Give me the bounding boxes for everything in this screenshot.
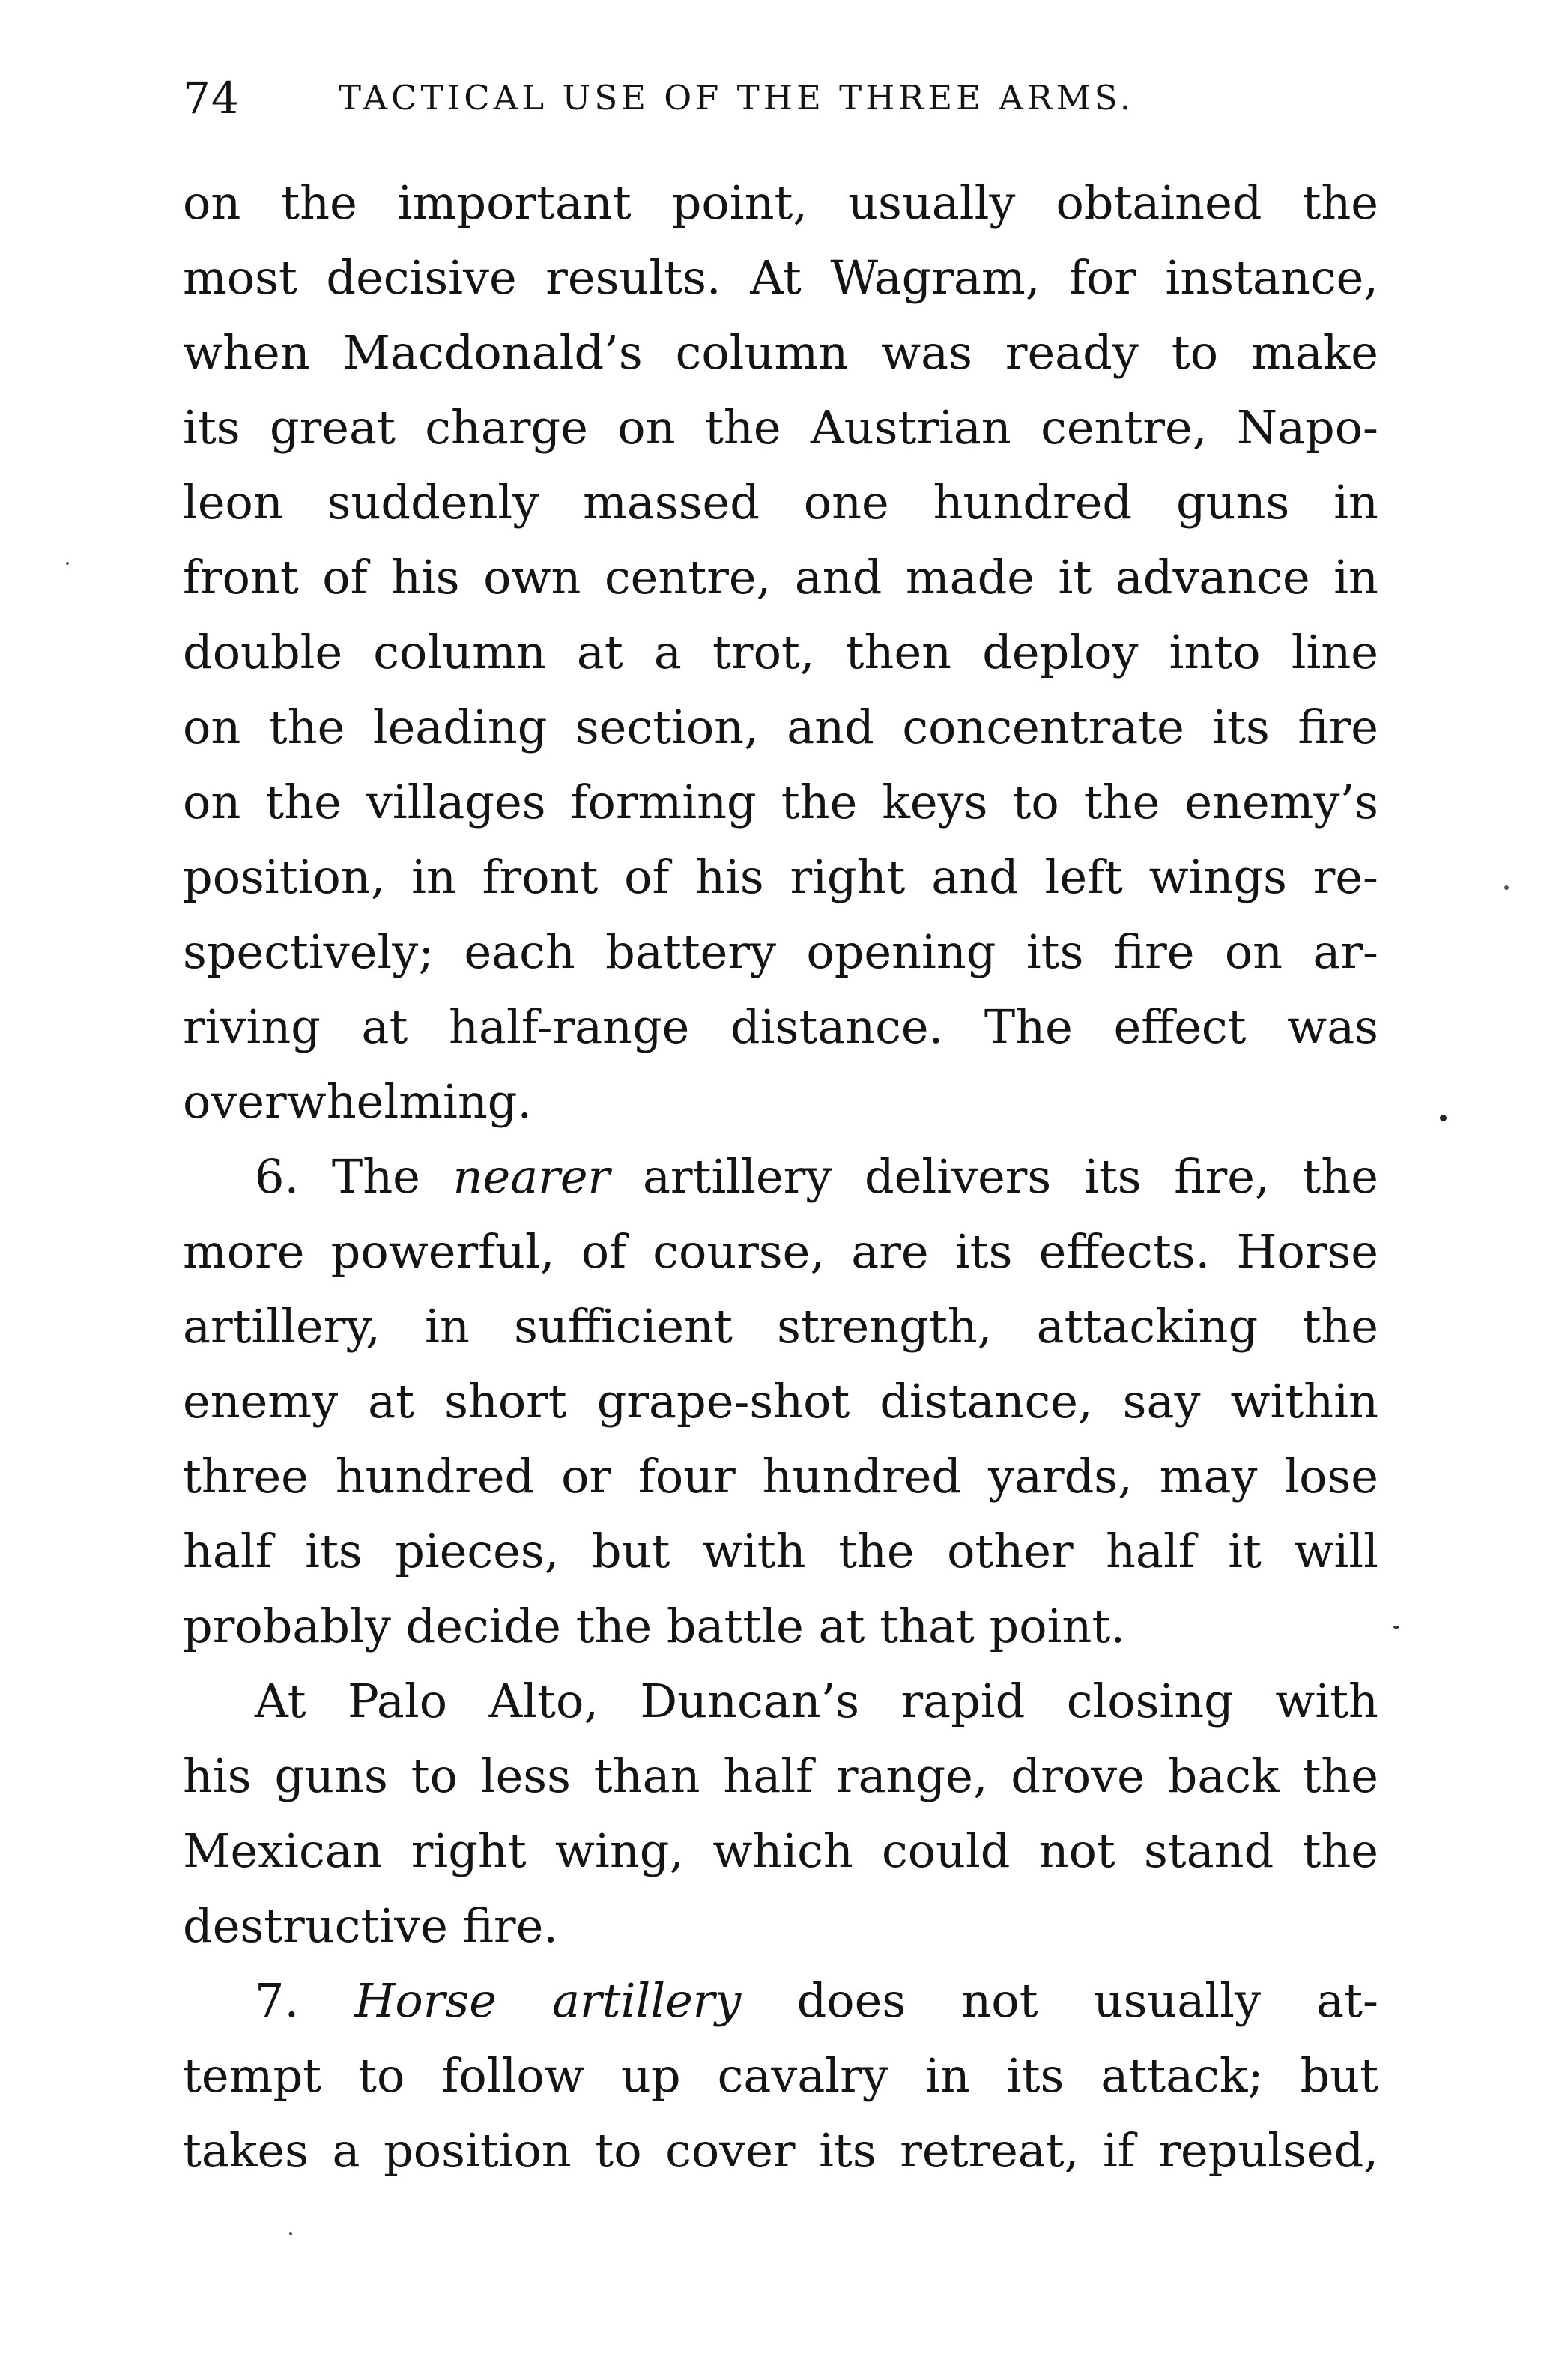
scan-speck [1504,885,1509,890]
scan-speck [289,2232,292,2235]
text-line: Mexican right wing, which could not stand the [183,1823,1378,1878]
text-line: double column at a trot, then deploy into line [183,625,1378,679]
text-line: half its pieces, but with the other half it will [183,1524,1378,1578]
text-line: its great charge on the Austrian centre, Napo- [183,400,1378,455]
text-line: his guns to less than half range, drove back the [183,1748,1378,1803]
text-line: artillery, in sufficient strength, attacking the [183,1299,1378,1354]
text-line: on the important point, usually obtained the [183,175,1378,230]
page-number: 74 [183,73,240,124]
text-line: more powerful, of course, are its effects. Horse [183,1224,1378,1279]
text-segment: does not usually at- [796,1973,1378,2028]
text-line: position, in front of his right and left wings re- [183,850,1378,904]
text-line: when Macdonald’s column was ready to make [183,325,1378,380]
text-segment: artillery delivers its fire, the [642,1149,1378,1204]
text-line: overwhelming. [183,1074,533,1129]
text-line: most decisive results. At Wagram, for instance, [183,250,1378,305]
running-head [183,64,1269,132]
text-line: takes a position to cover its retreat, if repulsed, [183,2123,1378,2178]
italic-phrase: nearer [452,1149,611,1204]
text-line: spectively; each battery opening its fire on ar- [183,924,1378,979]
text-line [255,1140,1378,1214]
paragraph-number: 6. The [255,1149,420,1204]
text-line: destructive fire. [183,1898,558,1953]
text-line: three hundred or four hundred yards, may lose [183,1449,1378,1504]
text-line: on the villages forming the keys to the enemy’s [183,775,1378,829]
scan-speck [66,562,69,565]
text-line: tempt to follow up cavalry in its attack; but [183,2048,1378,2103]
text-line: leon suddenly massed one hundred guns in [183,475,1378,530]
italic-phrase: Horse artillery [354,1973,742,2028]
scan-speck [1393,1626,1399,1629]
paragraph-number: 7. [255,1973,300,2028]
text-line: riving at half-range distance. The effect was [183,999,1378,1054]
text-line: on the leading section, and concentrate its fire [183,700,1378,754]
text-line: probably decide the battle at that point. [183,1599,1125,1653]
running-title: TACTICAL USE OF THE THREE ARMS. [339,78,1135,118]
text-line [255,1964,1378,2038]
text-line: At Palo Alto, Duncan’s rapid closing with [255,1674,1378,1728]
text-line: front of his own centre, and made it advance in [183,550,1378,605]
scan-speck [1440,1115,1447,1121]
text-line: enemy at short grape-shot distance, say within [183,1374,1378,1429]
